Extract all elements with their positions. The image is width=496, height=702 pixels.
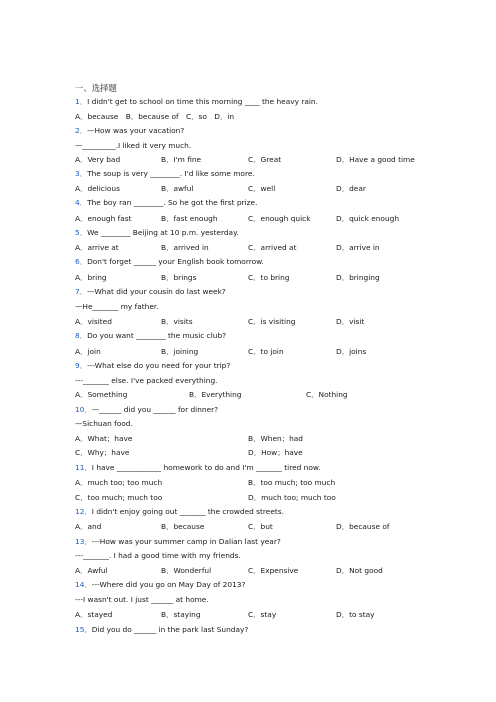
option-a[interactable]: A．stayed [75,610,113,619]
option-b[interactable]: B．brings [161,273,197,282]
question-9-line-2: ---_______ else. I've packed everything. [75,376,218,385]
question-9 [75,361,230,371]
option-c[interactable]: C．Great [248,155,282,164]
question-number: 12． [75,507,92,516]
question-1 [75,97,318,107]
question-number: 3． [75,169,88,178]
question-stem: ---Where did you go on May Day of 2013? [91,580,246,589]
option-c[interactable]: C．arrived at [248,243,297,252]
question-stem: The soup is very ________. I'd like some more. [87,169,255,178]
option-a[interactable]: A．What；have [75,434,133,443]
question-stem: The boy ran ________. So he got the first prize. [87,198,258,207]
option-a[interactable]: A．much too; too much [75,478,163,487]
question-8 [75,331,226,341]
question-10-line-2: —Sichuan food. [75,419,133,428]
option-b[interactable]: B．too much; too much [248,478,336,487]
question-6 [75,257,264,267]
question-stem: We ________ Beijing at 10 p.m. yesterday. [87,228,239,237]
option-d[interactable]: D．visit [336,317,365,326]
option-c[interactable]: C．stay [248,610,277,619]
option-b[interactable]: B．because [161,522,205,531]
option-b[interactable]: B．joining [161,347,199,356]
option-d[interactable]: D．bringing [336,273,380,282]
question-number: 10． [75,405,92,414]
question-stem: —______ did you ______ for dinner? [91,405,219,414]
question-15 [75,625,248,635]
question-7 [75,287,226,297]
question-number: 8． [75,331,88,340]
question-number: 11． [75,463,92,472]
question-number: 13． [75,537,92,546]
question-stem: I have ____________ homework to do and I'm _______ tired now. [91,463,321,472]
option-d[interactable]: D．dear [336,184,366,193]
question-stem: ---What else do you need for your trip? [87,361,231,370]
question-stem: Do you want ________ the music club? [87,331,227,340]
question-number: 2． [75,126,88,135]
question-5 [75,228,239,238]
question-3 [75,169,255,179]
option-b[interactable]: B．staying [161,610,201,619]
option-c[interactable]: C．but [248,522,273,531]
option-a[interactable]: A．delicious [75,184,120,193]
option-a[interactable]: A．arrive at [75,243,119,252]
option-a[interactable]: A．Awful [75,566,108,575]
question-2 [75,126,184,136]
option-b[interactable]: B．Wonderful [161,566,212,575]
option-c[interactable]: C．Why；have [75,448,130,457]
section-title: 一、选择题 [75,83,117,93]
question-number: 14． [75,580,92,589]
option-c[interactable]: C．Nothing [306,390,348,399]
option-c[interactable]: C．to join [248,347,284,356]
question-13 [75,537,281,547]
question-12 [75,507,284,517]
option-a[interactable]: A．and [75,522,102,531]
option-d[interactable]: D．to stay [336,610,375,619]
question-number: 4． [75,198,88,207]
question-4 [75,198,257,208]
question-stem: Did you do ______ in the park last Sunday? [91,625,249,634]
option-d[interactable]: D．arrive in [336,243,380,252]
question-1-options: A．because B．because of C．so D．in [75,112,235,121]
option-b[interactable]: B．awful [161,184,194,193]
option-b[interactable]: B．fast enough [161,214,218,223]
question-stem: Don't forget ______ your English book tomorrow. [87,257,264,266]
option-b[interactable]: B．Everything [189,390,242,399]
option-c[interactable]: C．Expensive [248,566,299,575]
question-2-line-2: —_________.I liked it very much. [75,141,192,150]
option-d[interactable]: D．How；have [248,448,303,457]
option-a[interactable]: A．Something [75,390,128,399]
question-stem: ---How was your summer camp in Dalian last year? [91,537,281,546]
question-10 [75,405,218,415]
option-a[interactable]: A．enough fast [75,214,132,223]
question-number: 15． [75,625,92,634]
question-stem: I didn't get to school on time this morning ____ the heavy rain. [87,97,318,106]
option-c[interactable]: C．well [248,184,276,193]
option-c[interactable]: C．enough quick [248,214,311,223]
option-d[interactable]: D．joins [336,347,367,356]
option-b[interactable]: B．visits [161,317,193,326]
question-number: 7． [75,287,88,296]
question-number: 9． [75,361,88,370]
option-c[interactable]: C．to bring [248,273,290,282]
question-stem: —How was your vacation? [87,126,185,135]
question-number: 1． [75,97,88,106]
question-13-line-2: ---_______. I had a good time with my friends. [75,551,241,560]
question-14-line-2: ---I wasn't out. I just ______ at home. [75,595,209,604]
option-d[interactable]: D．Have a good time [336,155,415,164]
question-14 [75,580,245,590]
question-stem: —What did your cousin do last week? [87,287,226,296]
option-c[interactable]: C．too much; much too [75,493,163,502]
question-number: 5． [75,228,88,237]
option-d[interactable]: D．because of [336,522,390,531]
option-d[interactable]: D．Not good [336,566,383,575]
option-a[interactable]: A．join [75,347,101,356]
option-a[interactable]: A．visited [75,317,112,326]
option-b[interactable]: B．When；had [248,434,303,443]
question-7-line-2: —He_______ my father. [75,302,159,311]
option-b[interactable]: B．I'm fine [161,155,202,164]
question-stem: I didn't enjoy going out _______ the crowded streets. [91,507,284,516]
option-a[interactable]: A．bring [75,273,107,282]
question-11 [75,463,321,473]
option-b[interactable]: B．arrived in [161,243,209,252]
option-d[interactable]: D．quick enough [336,214,400,223]
option-c[interactable]: C．is visiting [248,317,296,326]
option-d[interactable]: D．much too; much too [248,493,336,502]
option-a[interactable]: A．Very bad [75,155,121,164]
question-number: 6． [75,257,88,266]
